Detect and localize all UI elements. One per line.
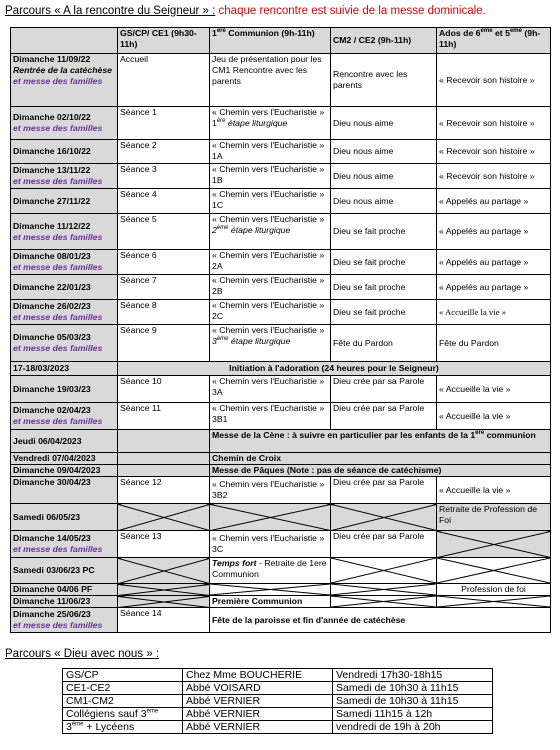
level-cell: GS/CP	[63, 669, 183, 682]
table-row	[11, 453, 551, 465]
date-cell: Dimanche 09/04/2023	[11, 465, 118, 477]
cell-communion: Première Communion	[210, 596, 331, 608]
cell-ados: Profession de foi	[437, 584, 551, 596]
cell-communion: « Chemin vers l'Eucharistie » 3ème étape liturgique	[210, 325, 331, 362]
table-row	[63, 669, 493, 682]
event-cell: Initiation à l'adoration (24 heures pour le Seigneur)	[118, 362, 551, 376]
date-cell: Dimanche 27/11/22	[11, 189, 118, 214]
who-cell: Abbé VERNIER	[183, 695, 333, 708]
empty-cell	[118, 430, 210, 453]
cell-gs: Séance 4	[118, 189, 210, 214]
crossed-cell	[331, 504, 437, 531]
table-row	[11, 558, 551, 584]
cell-cm2: Dieu nous aime	[331, 140, 437, 164]
table-row	[11, 596, 551, 608]
cell-ados: « Accueille la vie »	[437, 477, 551, 504]
table-row	[11, 376, 551, 403]
crossed-cell	[331, 584, 437, 596]
when-cell: Samedi 11h15 à 12h	[333, 708, 493, 721]
level-cell: Collégiens sauf 3ème	[63, 708, 183, 721]
cell-communion: « Chemin vers l'Eucharistie » 2C	[210, 300, 331, 325]
who-cell: Abbé VOISARD	[183, 682, 333, 695]
cell-gs: Séance 1	[118, 107, 210, 140]
who-cell: Abbé VERNIER	[183, 721, 333, 734]
crossed-cell	[118, 584, 210, 596]
cell-cm2: Dieu crée par sa Parole	[331, 403, 437, 430]
when-cell: Samedi de 10h30 à 11h15	[333, 695, 493, 708]
cell-ados: « Recevoir son histoire »	[437, 164, 551, 189]
cell-communion: « Chemin vers l'Eucharistie » 3B2	[210, 477, 331, 504]
table-row	[63, 695, 493, 708]
page-title	[5, 5, 486, 17]
title-note: chaque rencontre est suivie de la messe dominicale.	[218, 5, 486, 17]
cell-cm2: Dieu crée par sa Parole	[331, 477, 437, 504]
empty-cell	[118, 465, 210, 477]
cell-communion: « Chemin vers l'Eucharistie » 1A	[210, 140, 331, 164]
date-cell: 17-18/03/2023	[11, 362, 118, 376]
when-cell: Vendredi 17h30-18h15	[333, 669, 493, 682]
table-row	[11, 403, 551, 430]
cell-gs: Séance 5	[118, 214, 210, 250]
section2-title: Parcours « Dieu avec nous » :	[5, 648, 160, 660]
cell-ados: « Appelés au partage »	[437, 250, 551, 275]
crossed-cell	[331, 558, 437, 584]
cell-ados: « Accueille la vie »	[437, 376, 551, 403]
event-cell: Messe de Pâques (Note : pas de séance de catéchisme)	[210, 465, 551, 477]
cell-communion: « Chemin vers l'Eucharistie » 3A	[210, 376, 331, 403]
date-cell: Dimanche 19/03/23	[11, 376, 118, 403]
date-cell: Dimanche 16/10/22	[11, 140, 118, 164]
who-cell: Abbé VERNIER	[183, 708, 333, 721]
cell-ados: « Appelés au partage »	[437, 189, 551, 214]
cell-gs: Séance 8	[118, 300, 210, 325]
empty-cell	[118, 453, 210, 465]
date-cell: Dimanche 22/01/23	[11, 275, 118, 300]
cell-cm2: Dieu nous aime	[331, 189, 437, 214]
cell-gs: Séance 12	[118, 477, 210, 504]
level-cell: CM1-CM2	[63, 695, 183, 708]
cell-cm2: Dieu se fait proche	[331, 300, 437, 325]
level-cell: 3ème + Lycéens	[63, 721, 183, 734]
event-cell: Chemin de Croix	[210, 453, 551, 465]
cell-cm2: Dieu se fait proche	[331, 214, 437, 250]
cell-ados: Retraite de Profession de Foi	[437, 504, 551, 531]
cell-communion: « Chemin vers l'Eucharistie » 1ère étape liturgique	[210, 107, 331, 140]
cell-gs: Séance 10	[118, 376, 210, 403]
level-cell: CE1-CE2	[63, 682, 183, 695]
crossed-cell	[118, 596, 210, 608]
crossed-cell	[118, 504, 210, 531]
date-cell: Dimanche 05/03/23 et messe des familles	[11, 325, 118, 362]
table-row	[11, 477, 551, 504]
date-cell: Vendredi 07/04/2023	[11, 453, 118, 465]
cell-ados: « Accueille la vie »	[437, 403, 551, 430]
cell-gs: Séance 14	[118, 608, 210, 633]
cell-communion: « Chemin vers l'Eucharistie » 2A	[210, 250, 331, 275]
when-cell: vendredi de 19h à 20h	[333, 721, 493, 734]
crossed-cell	[437, 531, 551, 558]
cell-communion: « Chemin vers l'Eucharistie » 1B	[210, 164, 331, 189]
header-row	[11, 28, 551, 54]
date-cell: Jeudi 06/04/2023	[11, 430, 118, 453]
cell-gs: Séance 3	[118, 164, 210, 189]
date-cell: Dimanche 11/09/22 Rentrée de la catéchèse et messe des familles	[11, 54, 118, 107]
cell-gs: Séance 11	[118, 403, 210, 430]
date-cell: Samedi 03/06/23 PC	[11, 558, 118, 584]
cell-cm2: Rencontre avec les parents	[331, 54, 437, 107]
cell-ados: Fête du Pardon	[437, 325, 551, 362]
date-cell: Dimanche 02/04/23 et messe des familles	[11, 403, 118, 430]
header-ados: Ados de 6ème et 5ème (9h-11h)	[437, 28, 551, 54]
date-cell: Dimanche 04/06 PF	[11, 584, 118, 596]
header-cm2-ce2: CM2 / CE2 (9h-11h)	[331, 28, 437, 54]
cell-cm2: Fête du Pardon	[331, 325, 437, 362]
cell-communion: Temps fort - Retraite de 1ere Communion	[210, 558, 331, 584]
cell-communion: « Chemin vers l'Eucharistie » 2ème étape liturgique	[210, 214, 331, 250]
date-cell: Samedi 06/05/23	[11, 504, 118, 531]
crossed-cell	[437, 596, 551, 608]
date-cell: Dimanche 11/12/22 et messe des familles	[11, 214, 118, 250]
crossed-cell	[210, 584, 331, 596]
header-first-communion: 1ère Communion (9h-11h)	[210, 28, 331, 54]
cell-cm2: Dieu crée par sa Parole	[331, 376, 437, 403]
table-row	[11, 300, 551, 325]
cell-gs: Séance 13	[118, 531, 210, 558]
cell-gs: Séance 7	[118, 275, 210, 300]
table-row	[11, 54, 551, 107]
date-cell: Dimanche 26/02/23 et messe des familles	[11, 300, 118, 325]
cell-ados: « Recevoir son histoire »	[437, 140, 551, 164]
when-cell: Samedi de 10h30 à 11h15	[333, 682, 493, 695]
table-row	[63, 682, 493, 695]
crossed-cell	[118, 558, 210, 584]
table-row	[11, 362, 551, 376]
table-row	[11, 430, 551, 453]
cell-cm2: Dieu se fait proche	[331, 250, 437, 275]
table-row	[11, 531, 551, 558]
date-cell: Dimanche 14/05/23 et messe des familles	[11, 531, 118, 558]
table-row	[11, 189, 551, 214]
cell-communion: « Chemin vers l'Eucharistie » 3B1	[210, 403, 331, 430]
date-cell: Dimanche 02/10/22 et messe des familles	[11, 107, 118, 140]
cell-gs: Accueil	[118, 54, 210, 107]
table-row	[11, 107, 551, 140]
date-cell: Dimanche 30/04/23	[11, 477, 118, 504]
table-row	[11, 275, 551, 300]
table-row	[63, 708, 493, 721]
cell-cm2: Dieu crée par sa Parole	[331, 531, 437, 558]
cell-communion: « Chemin vers l'Eucharistie » 3C	[210, 531, 331, 558]
table-row	[11, 465, 551, 477]
cell-ados: « Recevoir son histoire »	[437, 107, 551, 140]
cell-communion: « Chemin vers l'Eucharistie » 1C	[210, 189, 331, 214]
title-label: Parcours « A la rencontre du Seigneur » :	[5, 5, 216, 17]
cell-ados: « Appelés au partage »	[437, 214, 551, 250]
table-row	[11, 164, 551, 189]
cell-gs: Séance 2	[118, 140, 210, 164]
table-row	[11, 325, 551, 362]
header-gs-cp-ce1: GS/CP/ CE1 (9h30-11h)	[118, 28, 210, 54]
dieu-avec-nous-table	[62, 668, 493, 734]
cell-cm2: Dieu nous aime	[331, 107, 437, 140]
date-cell: Dimanche 08/01/23 et messe des familles	[11, 250, 118, 275]
table-row	[11, 214, 551, 250]
table-row	[11, 504, 551, 531]
cell-ados: « Accueille la vie »	[437, 300, 551, 325]
cell-cm2: Dieu nous aime	[331, 164, 437, 189]
date-cell: Dimanche 11/06/23	[11, 596, 118, 608]
date-cell: Dimanche 13/11/22 et messe des familles	[11, 164, 118, 189]
table-row	[63, 721, 493, 734]
cell-gs: Séance 9	[118, 325, 210, 362]
cell-gs: Séance 6	[118, 250, 210, 275]
schedule-table	[10, 27, 551, 633]
table-row	[11, 140, 551, 164]
cell-communion: « Chemin vers l'Eucharistie » 2B	[210, 275, 331, 300]
crossed-cell	[331, 596, 437, 608]
crossed-cell	[437, 558, 551, 584]
table-row	[11, 608, 551, 633]
cell-communion: Jeu de présentation pour les CM1 Rencontre avec les parents	[210, 54, 331, 107]
cell-cm2: Dieu se fait proche	[331, 275, 437, 300]
header-date	[11, 28, 118, 54]
crossed-cell	[210, 504, 331, 531]
table-row	[11, 250, 551, 275]
who-cell: Chez Mme BOUCHERIE	[183, 669, 333, 682]
event-cell: Messe de la Cène : à suivre en particulier par les enfants de la 1ère communion	[210, 430, 551, 453]
table-row	[11, 584, 551, 596]
cell-ados: « Appelés au partage »	[437, 275, 551, 300]
cell-ados: « Recevoir son histoire »	[437, 54, 551, 107]
date-cell: Dimanche 25/06/23 et messe des familles	[11, 608, 118, 633]
event-cell: Fête de la paroisse et fin d'année de catéchèse	[210, 608, 551, 633]
